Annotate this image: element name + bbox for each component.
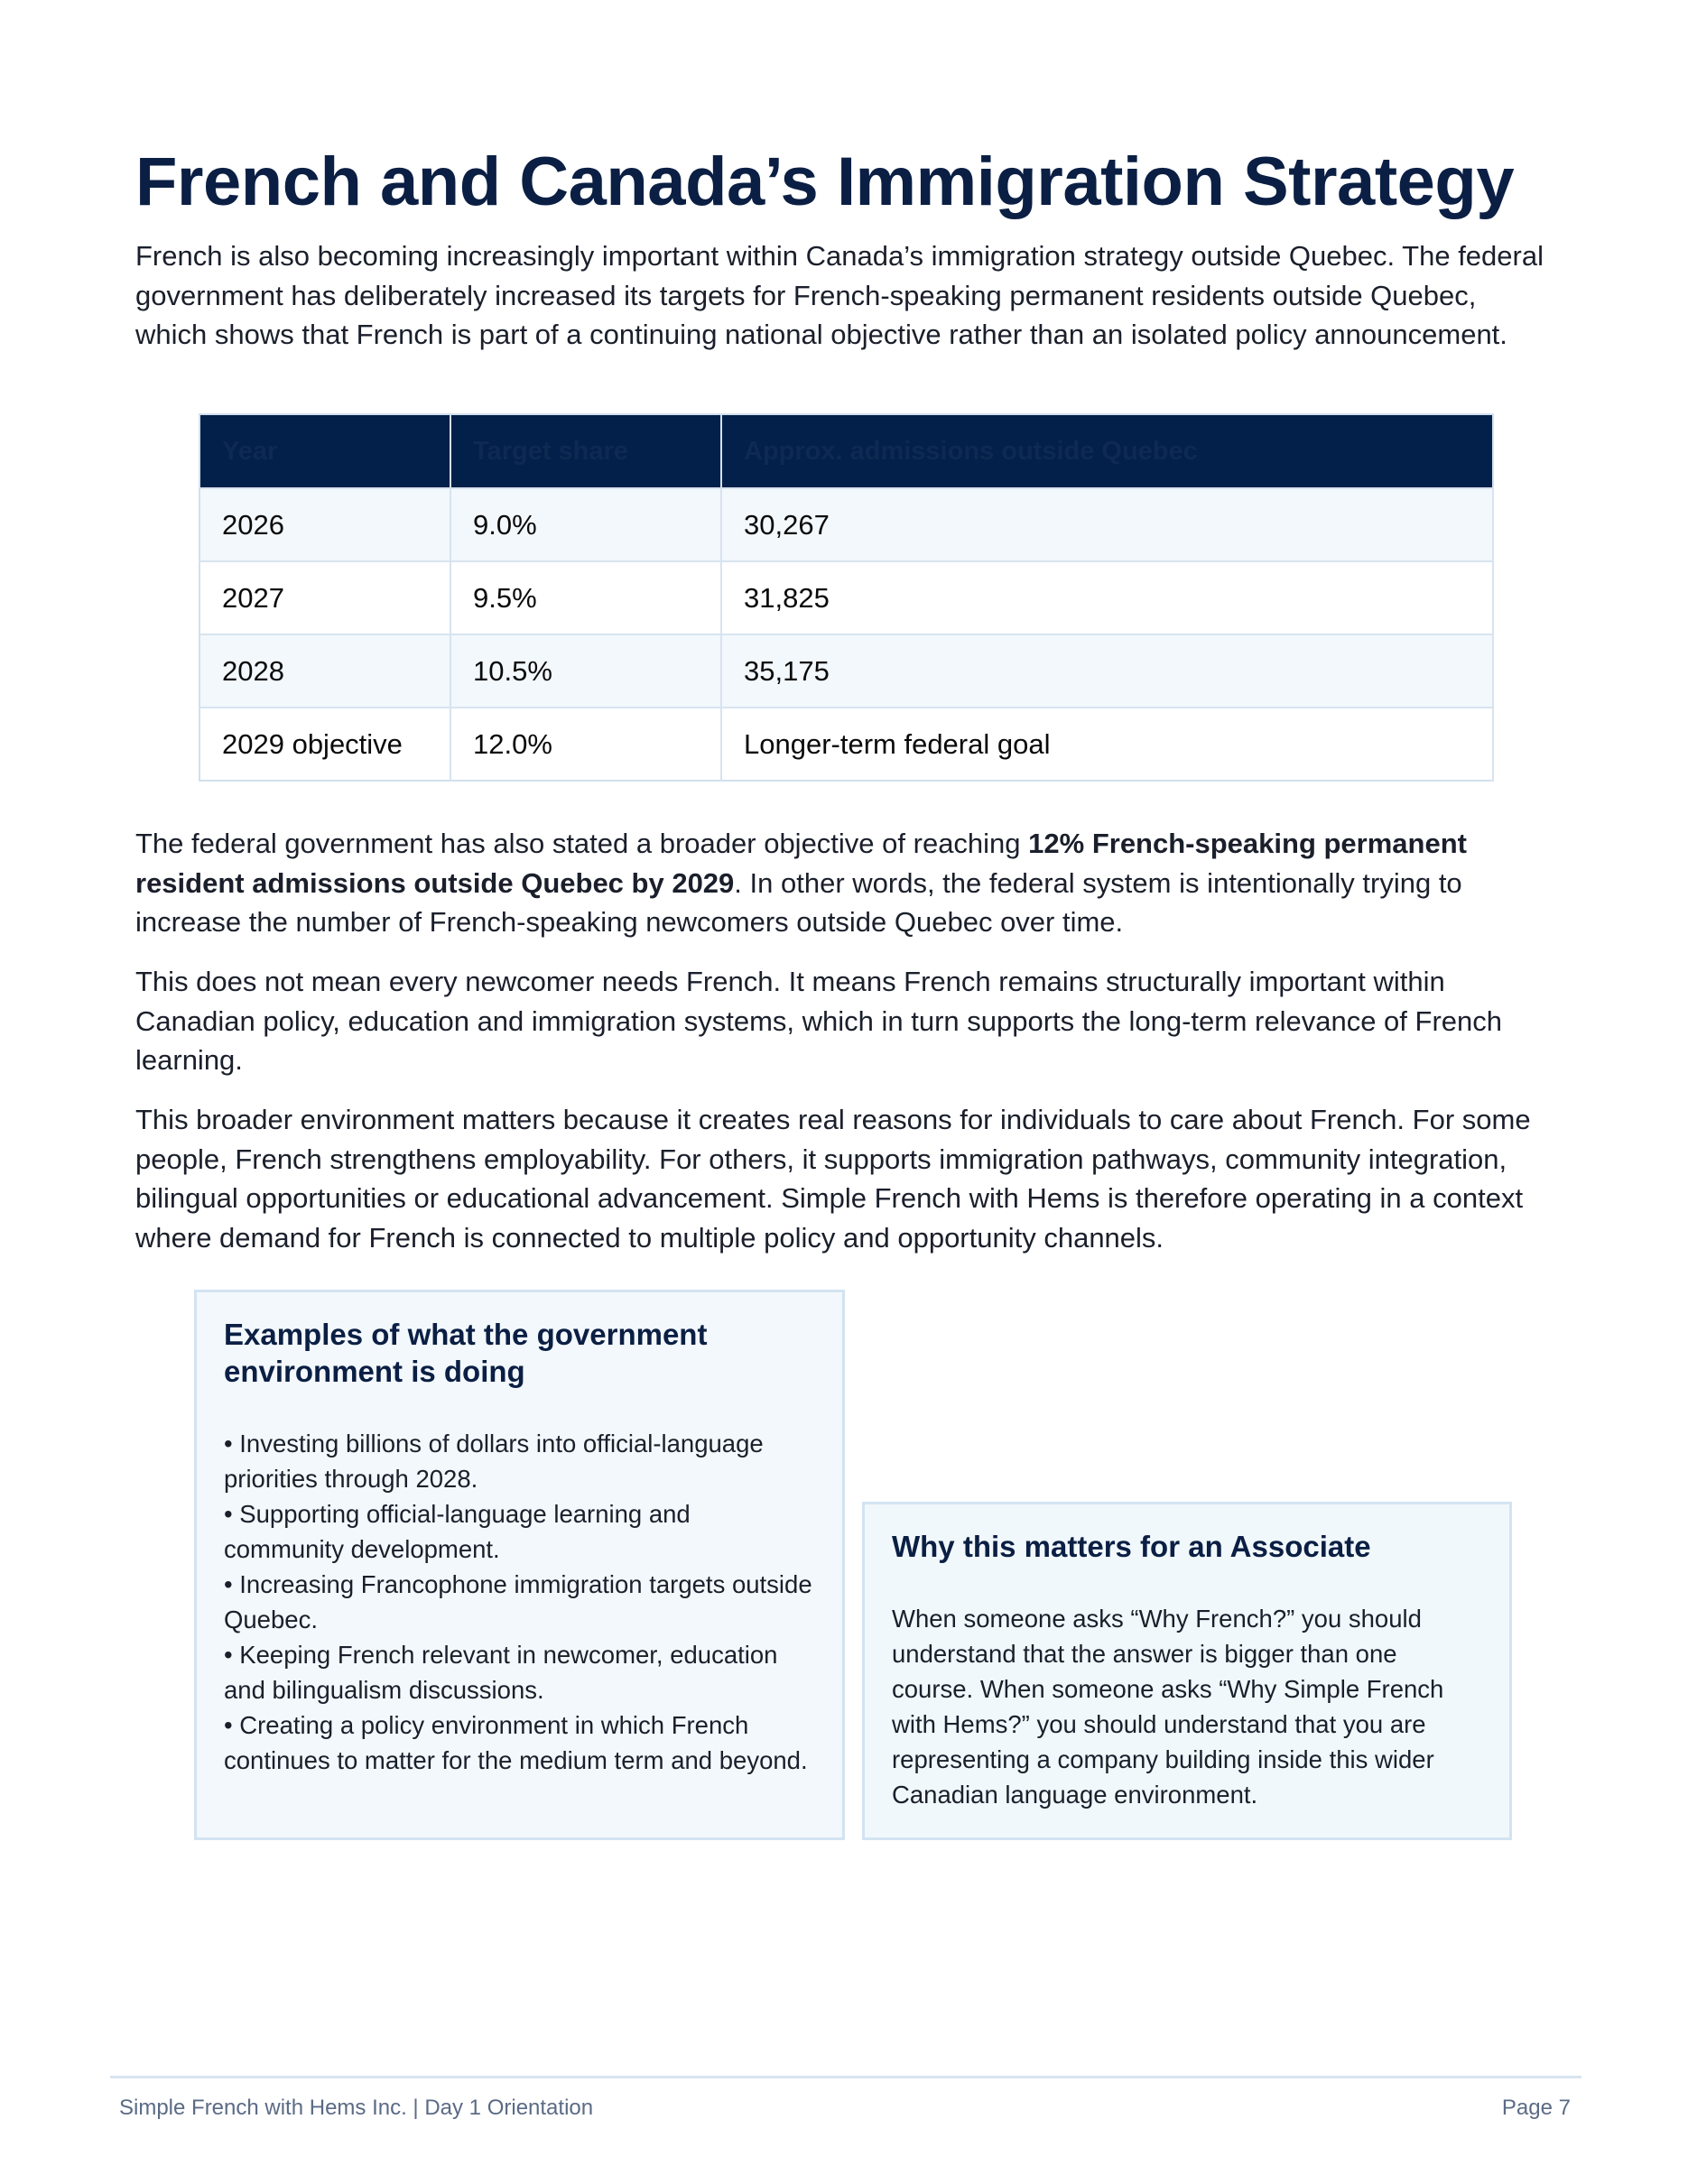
footer-document-label: Simple French with Hems Inc. | Day 1 Orientation	[119, 2096, 594, 2120]
table-cell-admissions: Longer-term federal goal	[721, 708, 1493, 781]
list-item: • Keeping French relevant in newcomer, education and bilingualism discussions.	[224, 1641, 778, 1704]
government-examples-box	[194, 1290, 845, 1840]
table-header-admissions: Approx. admissions outside Quebec	[721, 414, 1493, 488]
associate-relevance-heading: Why this matters for an Associate	[892, 1530, 1371, 1563]
objective-text-start: The federal government has also stated a broader objective of reaching	[135, 828, 1029, 859]
list-item: • Supporting official-language learning and community development.	[224, 1500, 691, 1563]
list-item: • Investing billions of dollars into official-language priorities through 2028.	[224, 1430, 764, 1493]
table-cell-share: 12.0%	[450, 708, 721, 781]
table-row	[199, 488, 1493, 561]
table-header-row	[199, 414, 1493, 488]
table-cell-year: 2026	[199, 488, 450, 561]
table-cell-admissions: 35,175	[721, 634, 1493, 708]
table-cell-year: 2029 objective	[199, 708, 450, 781]
objective-text-end: . In other words, the federal system is intentionally trying to increase the number of French-speaking newcomers outside Quebec over time.	[135, 866, 1462, 938]
table-cell-share: 10.5%	[450, 634, 721, 708]
table-row	[199, 634, 1493, 708]
environment-paragraph: This broader environment matters because it creates real reasons for individuals to care about French. For some people, French strengthens employability. For others, it supports immigration pathways, community integration, bilingual opportunities or educational advancement. Simple French with Hems is therefore operating in a context where demand for French is connected to multiple policy and opportunity channels.	[135, 1104, 1531, 1254]
intro-paragraph: French is also becoming increasingly important within Canada’s immigration strategy outside Quebec. The federal government has deliberately increased its targets for French-speaking permanent residents outside Quebec, which shows that French is part of a continuing national objective rather than an isolated policy announcement.	[135, 240, 1544, 350]
government-examples-heading: Examples of what the government environment is doing	[224, 1318, 708, 1388]
government-examples-list	[224, 1426, 817, 1778]
relevance-paragraph: This does not mean every newcomer needs French. It means French remains structurally important within Canadian policy, education and immigration systems, which in turn supports the long-term relevance of French learning.	[135, 966, 1503, 1076]
table-cell-admissions: 30,267	[721, 488, 1493, 561]
objective-paragraph	[135, 824, 1553, 942]
table-header-year: Year	[199, 414, 450, 488]
footer-divider	[110, 2076, 1581, 2078]
page-title: French and Canada’s Immigration Strategy	[135, 143, 1515, 220]
table-cell-admissions: 31,825	[721, 561, 1493, 634]
list-item: • Creating a policy environment in which French continues to matter for the medium term and beyond.	[224, 1711, 808, 1774]
associate-relevance-box	[862, 1502, 1512, 1840]
table-cell-year: 2027	[199, 561, 450, 634]
targets-table	[199, 413, 1494, 782]
table-cell-year: 2028	[199, 634, 450, 708]
list-item: • Increasing Francophone immigration targets outside Quebec.	[224, 1570, 812, 1633]
table-row	[199, 561, 1493, 634]
objective-highlight: 12% French-speaking permanent resident admissions outside Quebec by 2029	[135, 828, 1467, 899]
table-row	[199, 708, 1493, 781]
table-cell-share: 9.0%	[450, 488, 721, 561]
page-number: Page 7	[1501, 2096, 1571, 2120]
table-cell-share: 9.5%	[450, 561, 721, 634]
table-header-target-share: Target share	[450, 414, 721, 488]
associate-relevance-body: When someone asks “Why French?” you should understand that the answer is bigger than one course. When someone asks “Why Simple French with Hems?” you should understand that you are representing a company building inside this wider Canadian language environment.	[892, 1605, 1444, 1809]
